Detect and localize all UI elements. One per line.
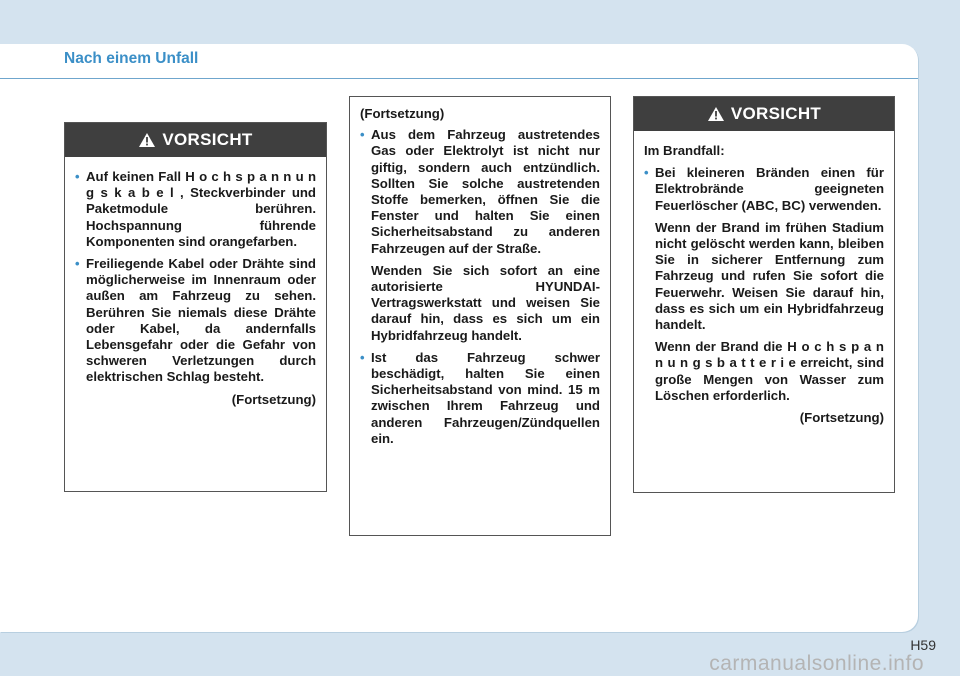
bullet-icon: • [75,169,80,184]
item-continuation: Wenn der Brand im frühen Stadium nicht gelöscht werden kann, bleiben Sie in sicherer Entfernung zum Fahrzeug und rufen Sie sofort die Feuerwehr. Weisen Sie darauf hin, dass es sich um ein Hybridfahrzeug handelt. [655,219,884,333]
list-item [75,256,316,386]
warning-box-left [64,122,327,492]
watermark: carmanualsonline.info [709,652,924,675]
continued-label: (Fortsetzung) [799,410,884,426]
warning-label: VORSICHT [162,130,253,149]
section-title: Nach einem Unfall [64,50,199,67]
continued-box-middle [349,96,611,536]
item-text: Aus dem Fahrzeug austretendes Gas oder Elektrolyt ist nicht nur giftig, sondern auch entzündlich. Sollten Sie solche austretenden Stoffe bemerken, öffnen Sie die Fenster und halten Sie einen Sicherheitsabstand zu anderen Fahrzeugen auf der Straße. [371,127,600,256]
warning-box-right [633,96,895,493]
warning-triangle-icon [707,106,725,122]
bullet-icon: • [360,127,365,143]
warning-body [634,131,894,434]
list-item [360,127,600,257]
list-item [644,165,884,214]
item-text: Freiliegende Kabel oder Drähte sind möglicherweise im Innenraum oder außen am Fahrzeug zu sehen. Berühren Sie niemals diese Drähte oder Kabel, da andernfalls Lebensgefahr oder die Gefahr von schweren Verletzungen durch elektrischen Schlag besteht. [86,256,316,385]
item-continuation: Wenden Sie sich sofort an eine autorisierte HYUNDAI-Vertragswerkstatt und weisen Sie darauf hin, dass es sich um ein Hybridfahrzeug handelt. [371,262,600,343]
intro-text: Im Brandfall: [644,143,725,158]
warning-label: VORSICHT [730,104,822,123]
continued-header: (Fortsetzung) [360,106,445,121]
item-text: Ist das Fahrzeug schwer beschädigt, halten Sie einen Sicherheitsabstand von mind. 15 m zwischen Ihrem Fahrzeug und anderen Fahrzeugen/Zündquellen ein. [371,349,600,446]
warning-header [65,123,326,157]
item-continuation: Wenn der Brand die H o c h s p a n n u n g s b a t t e r i e erreicht, sind große Mengen von Wasser zum Löschen erforderlich. [655,339,884,403]
item-text: Auf keinen Fall H o c h s p a n n u n g s k a b e l , Steckverbinder und Paketmodule berühren. Hochspannung führende Komponenten sind orangefarben. [86,169,316,249]
continued-body [350,97,610,461]
continued-label: (Fortsetzung) [231,391,316,407]
top-rule [0,78,918,79]
warning-triangle-icon [138,132,156,148]
list-item [360,350,600,447]
page-number: H59 [910,637,936,653]
bullet-icon: • [75,256,80,272]
warning-header [634,97,894,131]
bullet-icon: • [360,349,365,365]
warning-body [65,157,326,416]
list-item [75,169,316,250]
item-text: Bei kleineren Bränden einen für Elektrobrände geeigneten Feuerlöscher (ABC, BC) verwenden. [655,165,884,213]
bullet-icon: • [644,165,649,181]
